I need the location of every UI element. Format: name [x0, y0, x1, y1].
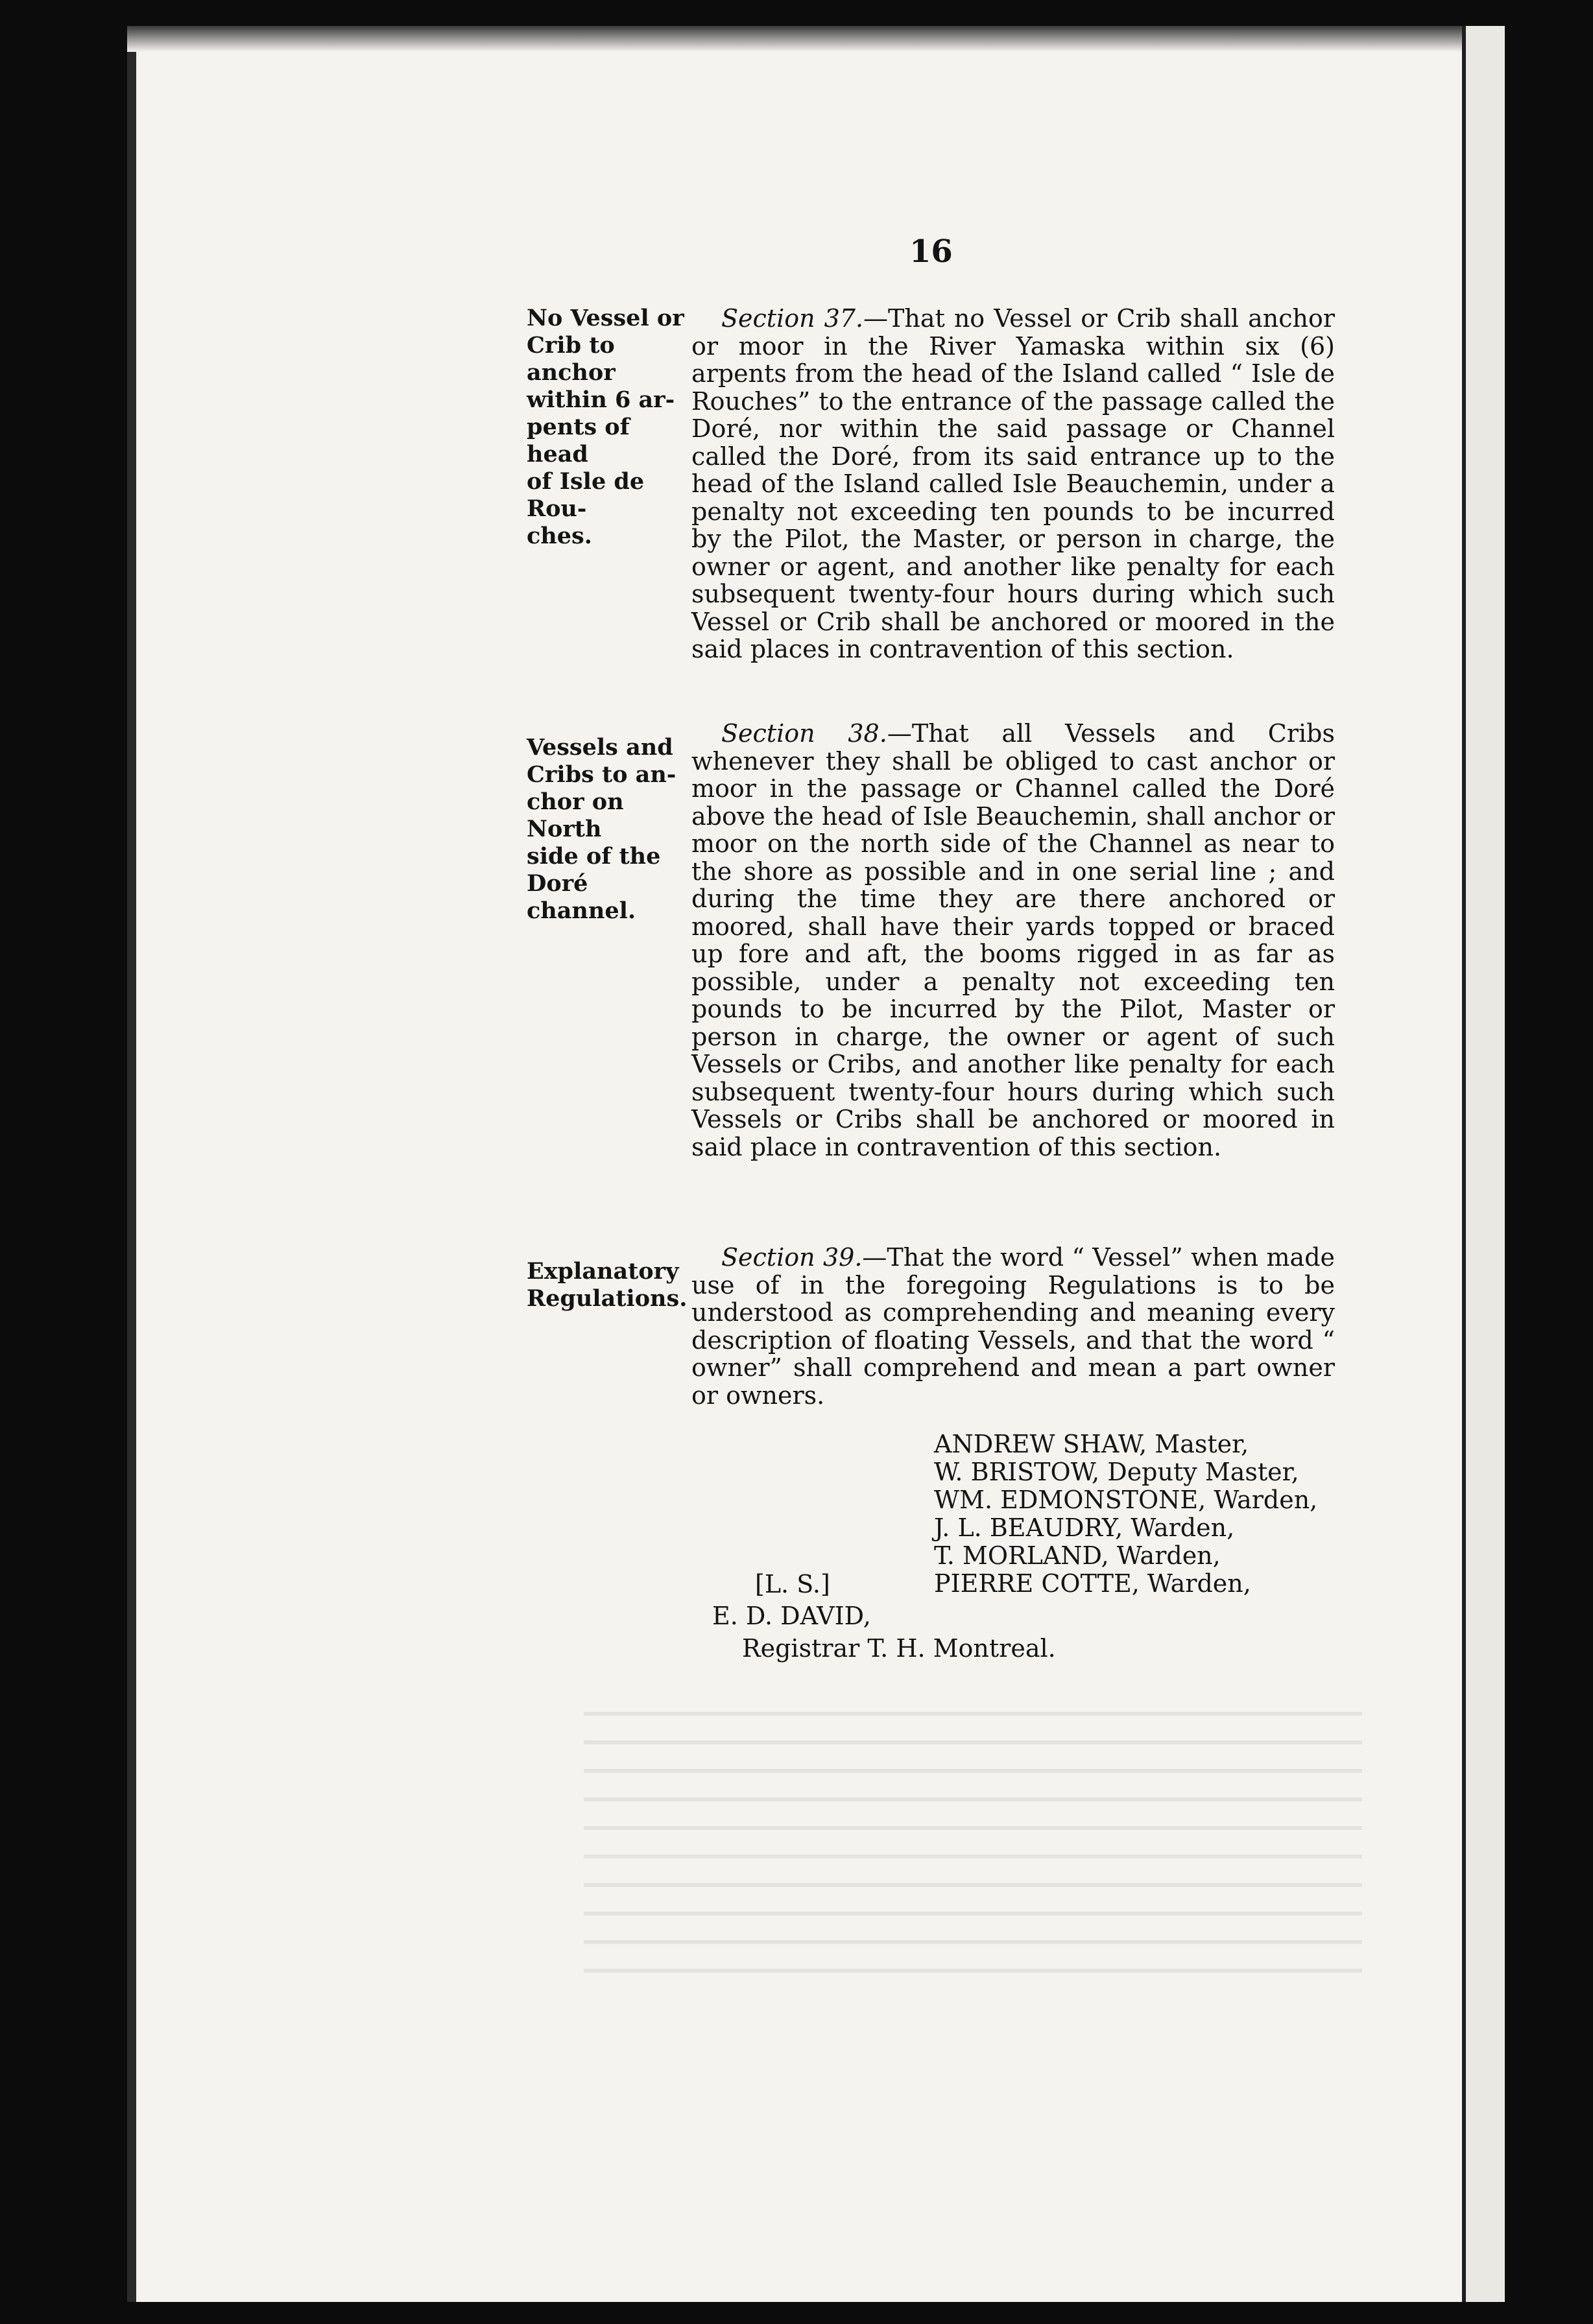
margin-note-section-38: Vessels and Cribs to an- chor on North side of the Doré channel.	[527, 734, 677, 924]
signatory: J. L. BEAUDRY, Warden,	[934, 1513, 1235, 1542]
registrar-title: Registrar T. H. Montreal.	[742, 1634, 1056, 1663]
margin-note-section-37: No Vessel or Crib to anchor within 6 ar- pents of head of Isle de Rou- ches.	[527, 305, 684, 549]
section-37-label: Section 37.	[721, 304, 864, 333]
signatory: T. MORLAND, Warden,	[934, 1541, 1221, 1570]
section-39-body: —That the word “ Vessel” when made use of in the foregoing Regulations is to be understood as comprehending and meaning every description of floating Vessels, and that the word “ owner” shall comprehend and mean a part owner or owners.	[691, 1243, 1335, 1410]
reverse-side-bleed-through	[584, 1712, 1362, 1984]
section-38	[691, 720, 1335, 1161]
page-number: 16	[909, 233, 953, 270]
signatory: ANDREW SHAW, Master,	[934, 1430, 1249, 1458]
section-37	[691, 305, 1335, 663]
margin-note-section-39: Explanatory Regulations.	[527, 1258, 688, 1312]
section-38-body: —That all Vessels and Cribs whenever they shall be obliged to cast anchor or moor in the passage or Channel called the Doré above the head of Isle Beauchemin, shall anchor or moor on the north side of the Channel as near to the shore as possible and in one serial line ; and during the time they are there anchored or moored, shall have their yards topped or braced up fore and aft, the booms rigged in as far as possible, under a penalty not exceeding ten pounds to be incurred by the Pilot, Master or person in charge, the owner or agent of such Vessels or Cribs, and another like penalty for each subsequent twenty-four hours during which such Vessels or Cribs shall be anchored or moored in said place in contravention of this section.	[691, 719, 1335, 1161]
signatory: W. BRISTOW, Deputy Master,	[934, 1458, 1299, 1486]
signatory: WM. EDMONSTONE, Warden,	[934, 1486, 1318, 1514]
registrar-name: E. D. DAVID,	[712, 1602, 871, 1630]
section-39	[691, 1244, 1335, 1409]
seal-mark: [L. S.]	[755, 1570, 830, 1598]
section-37-body: —That no Vessel or Crib shall anchor or moor in the River Yamaska within six (6) arpents from the head of the Island called “ Isle de Rouches” to the entrance of the passage called the Doré, nor within the said passage or Channel called the Doré, from its said entrance up to the head of the Island called Isle Beauchemin, under a penalty not exceeding ten pounds to be incurred by the Pilot, the Master, or person in charge, the owner or agent, and another like penalty for each subsequent twenty-four hours during which such Vessel or Crib shall be anchored or moored in the said places in contravention of this section.	[691, 304, 1335, 663]
section-38-label: Section 38.	[721, 719, 887, 748]
page-top-shadow	[127, 26, 1462, 52]
next-page-edge	[1462, 26, 1505, 2302]
signatory: PIERRE COTTE, Warden,	[934, 1569, 1251, 1598]
section-39-label: Section 39.	[721, 1243, 863, 1272]
signatory-list	[934, 1430, 1317, 1598]
